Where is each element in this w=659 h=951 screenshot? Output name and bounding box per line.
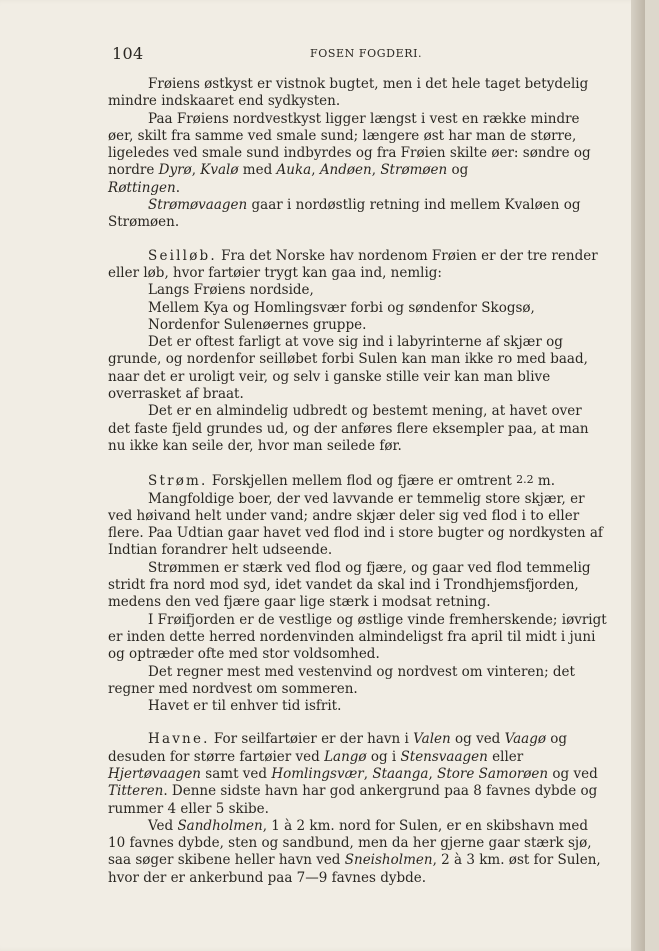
route-item: Langs Frøiens nordside, <box>148 282 314 299</box>
paragraph-text: Ved <box>148 817 178 834</box>
section-title: Havne. <box>148 731 210 748</box>
place-name: Langø <box>324 748 367 765</box>
place-name: Titteren <box>108 783 164 800</box>
paragraph-text: . Denne sidste havn har god ankergrund paa 8 favnes dybde og rummer 4 eller 5 skibe. <box>108 783 598 817</box>
section-havne <box>108 731 608 817</box>
paragraph-winds: I Frøifjorden er de vestlige og østlige vinde fremherskende; iøvrigt er inden dette herred nordenvinden almindeligst fra april til midt i juni og optræder ofte med stor voldsomhed. <box>108 611 607 663</box>
paragraph-text: Paa Frøiens nordvestkyst ligger længst i vest en række mindre øer, skilt fra samme ved smale sund; længere øst har man de større, ligeledes ved smale sund indbyrdes og fra Frøien skilte øer: søndre og nordre <box>108 110 591 179</box>
place-name: Kvalø <box>200 162 239 179</box>
paragraph-text: m. <box>533 473 556 490</box>
place-name: Stensvaagen <box>400 748 488 765</box>
paragraph-east-coast: Frøiens østkyst er vistnok bugtet, men i det hele taget betydelig mindre indskaaret end sydkysten. <box>108 76 589 110</box>
paragraph-text: , <box>191 162 201 179</box>
paragraph-text: og desuden for større fartøier ved <box>108 731 568 765</box>
page-number: 104 <box>112 44 144 63</box>
paragraph-text: eller <box>487 748 524 765</box>
paragraph-text: , 2 à 3 km. øst for Sulen, hvor der er ankerbund paa 7—9 favnes dybde. <box>108 852 601 886</box>
section-title: Strøm. <box>148 473 208 490</box>
place-name: Dyrø <box>158 162 192 179</box>
place-name: Homlingsvær <box>271 765 364 782</box>
paragraph-sea-shallowing: Det er en almindelig udbredt og bestemt mening, at havet over det faste fjeld grundes ud, og der anføres flere eksempler paa, at man nu ikke kan seile der, hvor man seilede før. <box>108 403 589 454</box>
page-header <box>112 44 614 64</box>
section-title: Seilløb. <box>148 247 217 264</box>
route-item: Nordenfor Sulenøernes gruppe. <box>148 316 367 333</box>
place-name: Strømøen <box>380 162 448 179</box>
paragraph-dangerous-skerries: Det er oftest farligt at vove sig ind i labyrinterne af skjær og grunde, og nordenfor seilløbet forbi Sulen kan man ikke ro med baad, naar det er uroligt veir, og selv i ganske stille veir kan man blive overrasket af braat. <box>108 334 588 403</box>
place-name: Store Samorøen <box>437 765 549 782</box>
paragraph-text: samt ved <box>201 765 272 782</box>
place-name: Hjertøvaagen <box>108 765 202 782</box>
place-name: Andøen <box>319 162 372 179</box>
paragraph-text: og i <box>366 748 401 765</box>
paragraph-text: , <box>363 765 373 782</box>
place-name: Auka <box>276 162 312 179</box>
place-name: Røttingen <box>108 179 176 196</box>
paragraph-text: Fra det Norske hav nordenom Frøien er der tre render eller løb, hvor fartøier trygt kan gaa ind, nemlig: <box>108 247 598 281</box>
paragraph-sandholmen <box>108 818 608 887</box>
tide-difference-value: 2.2 <box>516 473 534 487</box>
paragraph-text: og <box>447 162 469 179</box>
paragraph-text: gaar i nordøstlig retning ind mellem Kvaløen og Strømøen. <box>108 197 581 231</box>
paragraph-stromovaagen <box>108 197 608 232</box>
route-item: Mellem Kya og Homlingsvær forbi og søndenfor Skogsø, <box>148 299 535 316</box>
paragraph-text: og ved <box>450 731 505 748</box>
paragraph-text: , <box>428 765 438 782</box>
running-title: FOSEN FOGDERI. <box>310 47 423 60</box>
paragraph-rain: Det regner mest med vestenvind og nordvest om vinteren; det regner med nordvest om sommeren. <box>108 663 575 697</box>
paragraph-text: og ved <box>548 765 598 782</box>
place-name: Sneisholmen <box>344 852 433 869</box>
place-name: Vaagø <box>504 731 547 748</box>
paragraph-boer: Mangfoldige boer, der ved lavvande er temmelig store skjær, er ved høivand helt under vand; andre skjær deler sig ved flod i to eller flere. Paa Udtian gaar havet ved flod ind i store bugter og nordkysten af Indtian forandrer helt udseende. <box>108 490 603 559</box>
page-content <box>108 76 608 887</box>
paragraph-text: med <box>238 162 277 179</box>
paragraph-ice-free: Havet er til enhver tid isfrit. <box>148 698 342 715</box>
section-strom <box>108 471 608 490</box>
paragraph-northwest-coast <box>108 111 608 197</box>
page-edge-shadow <box>631 0 645 951</box>
paragraph-text: For seilfartøier er der havn i <box>209 731 414 748</box>
place-name: Staanga <box>372 765 429 782</box>
section-seillob <box>108 248 608 283</box>
paragraph-text: , 1 à 2 km. nord for Sulen, er en skibshavn med 10 favnes dybde, sten og sandbund, men da her gjerne gaar stærk sjø, saa søger skibene heller havn ved <box>108 817 592 869</box>
paragraph-current: Strømmen er stærk ved flod og fjære, og gaar ved flod temmelig stridt fra nord mod syd, idet vandet da skal ind i Trondhjemsfjorden, medens den ved fjære gaar lige stærk i modsat retning. <box>108 559 591 611</box>
paragraph-text: , <box>311 162 320 179</box>
place-name: Strømøvaagen <box>148 197 248 214</box>
paragraph-text: , <box>371 162 381 179</box>
paragraph-text: . <box>175 179 181 196</box>
paragraph-text: Forskjellen mellem flod og fjære er omtrent <box>207 473 517 490</box>
place-name: Valen <box>413 731 451 748</box>
place-name: Sandholmen <box>177 817 263 834</box>
